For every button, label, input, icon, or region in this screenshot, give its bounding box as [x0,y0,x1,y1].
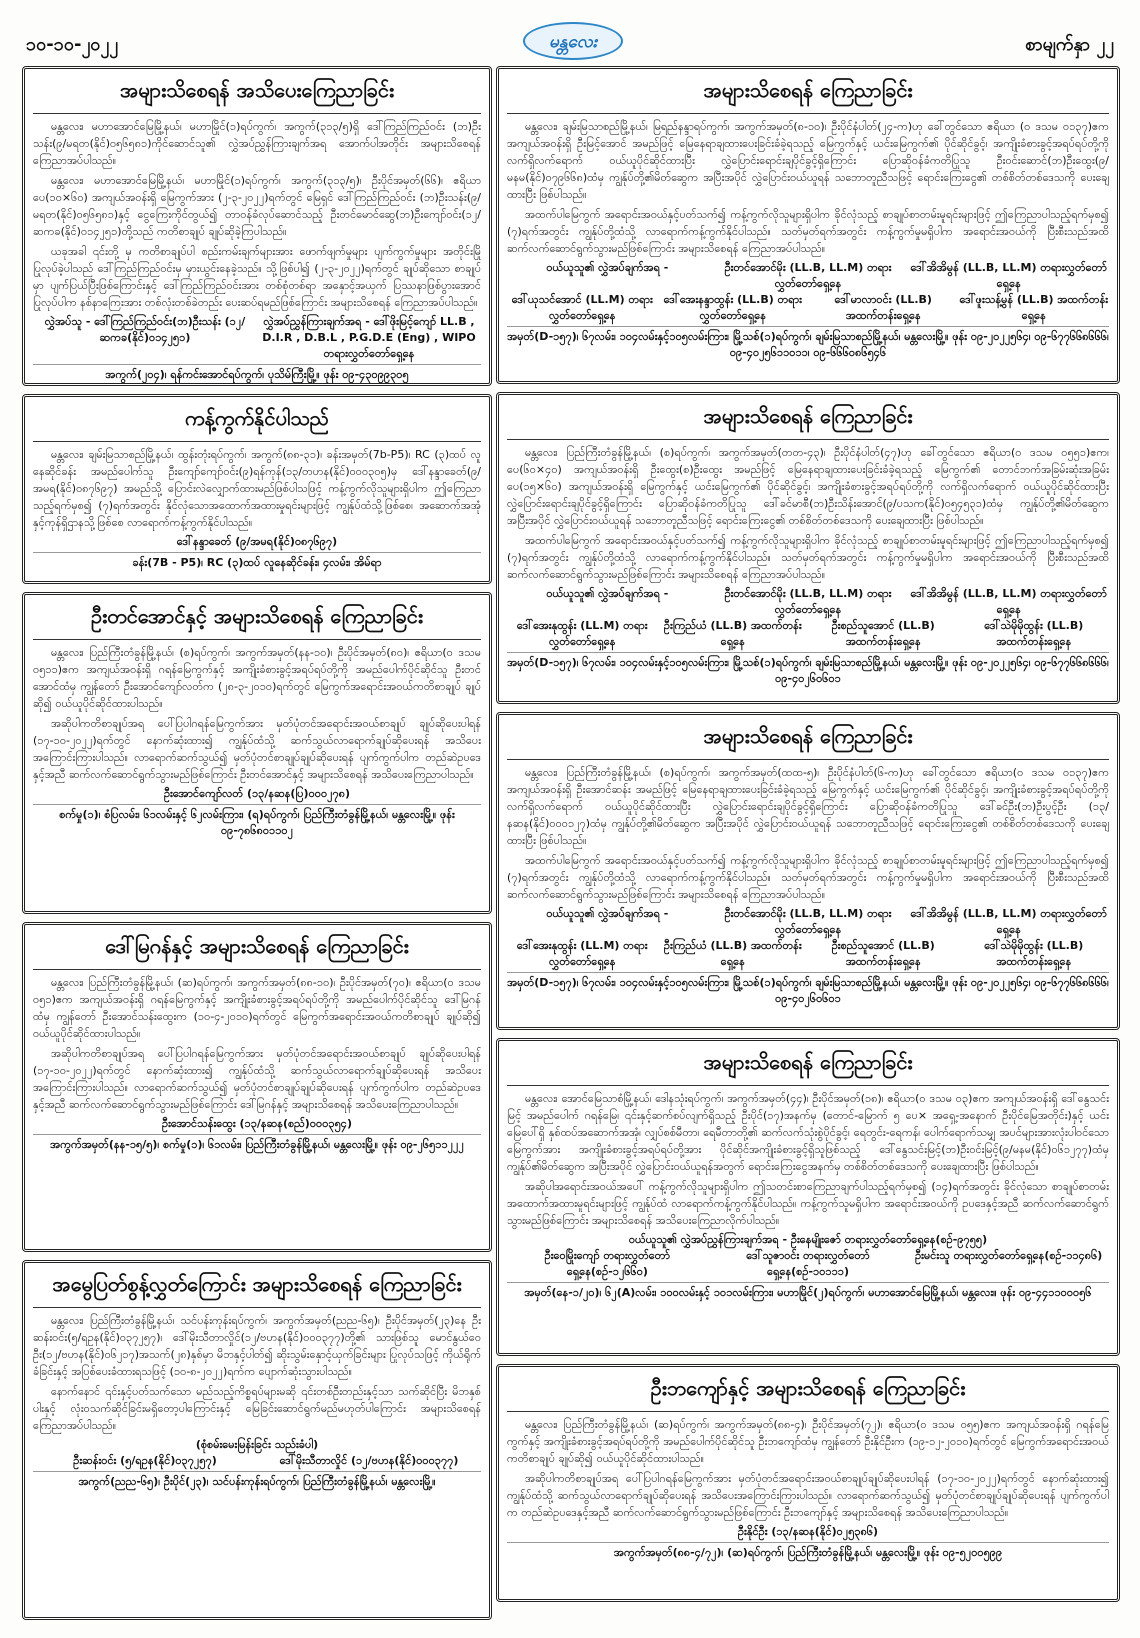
notice-paragraph: မန္တလေး၊ မဟာအောင်မြေမြို့နယ်၊ မဟာမြိုင်(၁)ရပ်ကွက်၊ အကွက်(၃၁၃/၅)၊ ဦးပိုင်အမှတ်(၆၆)၊ ဧရိယာ ပေ(၁၀×၆၀) အကျယ်အဝန်းရှိ မြေကွက်အား (၂-၃-၂၀၂၂)ရက်တွင် မြေရှင် ဒေါ်ကြည်ကြည်ဝင်း (ဘ)ဦးသန်း(၉/မရတ(နိုင်)၀၅၆၅၈၁)နှင့် ငွေကြေးကိုင်တွယ်၍ တာဝန်ခံလုပ်ဆောင်သည့် ဦးတင်မောင်ဆွေ(ဘ)ဦးကျော်ဝင်း(၁၂/ဆကခ(နိုင်)၀၁၄၂၅၁)တို့သည် ကတိစာချုပ် ချုပ်ဆိုခဲ့ကြပါသည်။ [33,174,481,238]
notice [22,592,492,914]
notice-address: အမှတ်(နေ-၁/၂၀)၊ ၆၂(A)လမ်း၊ ၁၀၀လမ်းနှင့် ၁၀၁လမ်းကြား၊ မဟာမြိုင်(၂)ရပ်ကွက်၊ မဟာအောင်မြေမြို့နယ်၊ မန္တလေး။ ဖုန်း ၀၉-၄၄၁၁၀၀၀၅၆ [507,1282,1109,1301]
notice-paragraph: အထက်ပါမြေကွက် အရောင်းအဝယ်နှင့်ပတ်သက်၍ ကန့်ကွက်လိုသူများရှိပါက ခိုင်လုံသည့် စာချုပ်စာတမ်းမူရင်းများဖြင့် ဤကြေညာပါသည့်ရက်မှစ၍ (၇)ရက်အတွင်း ကျွန်ုပ်တို့ထံသို့ လာရောက်ကန့်ကွက်နိုင်ပါသည်။ သတ်မှတ်ရက်အတွင်း ကန့်ကွက်မှုမရှိပါက အရောင်းအဝယ်ကို ပြီးစီးသည်အထိ ဆက်လက်ဆောင်ရွက်သွားမည်ဖြစ်ကြောင်း အများသိစေရန် ကြေညာအပ်ပါသည်။ [507,534,1109,581]
notice-address: အကွက်(ညည-၆၅)၊ ဦးပိုင်(၂၃)၊ သင်ပန်းကုန်းရပ်ကွက်၊ ပြည်ကြီးတံခွန်မြို့နယ်၊ မန္တလေးမြို့။ [33,1471,481,1490]
lawyer: ဦးတင်အောင်မိုး (LL.B, LL.M) တရားလွှတ်တော်ရှေ့နေ [724,261,892,290]
signature-lead: ဝယ်ယူသူ၏ လွှဲအပ်ချက်အရ - [546,261,669,274]
lawyer: ဦးတင်အောင်မိုး (LL.B, LL.M) တရားလွှတ်တော်ရှေ့နေ [724,587,892,616]
signature: ဦးနိုင်ဦး (၁၃/နဆန(နိုင်)၀၂၅၃၈၆) [737,1525,879,1538]
lawyer: ဦးစည်သူအောင် (LL.B) အထက်တန်းရှေ့နေ [831,619,935,648]
lawyer: ဦးမင်းသူ တရားလွှတ်တော်ရှေ့နေ(စဉ်-၁၁၄၈၆) [915,1249,1103,1262]
signature-row [507,586,1109,618]
signature-row [507,292,1109,324]
notice-title: အများသိစေရန် အသိပေးကြေညာခြင်း [33,73,481,114]
notice [22,1260,492,1620]
notice [496,712,1120,1030]
left-column [22,66,492,1628]
lawyer: ဒေါ်အိအိမွန် (LL.B, LL.M) တရားလွှတ်တော်ရှေ့နေ [910,587,1107,616]
notice-paragraph: မန္တလေး၊ ပြည်ကြီးတံခွန်မြို့နယ်၊ (ဆ)ရပ်ကွက်၊ အကွက်အမှတ်(၈၈-၁၀)၊ ဦးပိုင်အမှတ်(၇၀)၊ ဧရိယာ(၀ ဒသမ ၀၅၁)ဧက အကျယ်အဝန်းရှိ ဂရန်မြေကွက်နှင့် အကျိုးခံစားခွင့်အရပ်ရပ်တို့ကို အမည်ပေါက်ပိုင်ဆိုင်သူ ဒေါ်မြဂန်ထံမှ ကျွန်တော် ဦးအောင်သန်းထွေးက (၁၀-၄-၂၀၁၀)ရက်တွင် မြေကွက်အရောင်းအဝယ်ကတိစာချုပ် ချုပ်ဆို၍ ဝယ်ယူပိုင်ဆိုင်ထားပါသည်။ [33,976,481,1040]
lawyer: ဒေါ်သူဇာဝင်း တရားလွှတ်တော်ရှေ့နေ(စဉ်-၁၀၁၁၁) [746,1249,870,1278]
signature: ဦးအောင်သန်းထွေး (၁၃/နဆန(စည်)၀၀၀၃၅၄) [162,1117,352,1130]
lawyer: ဒေါ်သဲမိုမိုထွန်း (LL.B) အထက်တန်းရှေ့နေ [984,939,1084,968]
notice [496,1038,1120,1356]
notice [22,394,492,584]
signature: လွှဲအပ်ညွှန်ကြားချက်အရ - ဒေါ်ဖိုးမြင့်ကျော် LL.B , D.I.R , D.B.L , P.G.D.E (Eng) , WIPO တရားလွှတ်တော်ရှေ့နေ [262,315,476,360]
notice-title: ကန့်ကွက်နိုင်ပါသည် [33,401,481,442]
notice [496,392,1120,704]
notice-title: အများသိစေရန် ကြေညာခြင်း [507,73,1109,114]
lawyer: ဦးကြည်ယံ (LL.B) အထက်တန်းရှေ့နေ [663,939,802,968]
signature-lead: ဝယ်ယူသူ၏ လွှဲအပ်ချက်အရ - [546,907,669,920]
notice-address: စက်မှု(၁)၊ စံပြလမ်း၊ ၆၁လမ်းနှင့် ၆၂လမ်းကြား၊ (ရ)ရပ်ကွက်၊ ပြည်ကြီးတံခွန်မြို့နယ်၊ မန္တလေးမြို့။ ဖုန်း ၀၉-၇၈၆၈၀၁၁၀၂ [33,804,481,839]
lawyer: ဒေါ်အိအိမွန် (LL.B, LL.M) တရားလွှတ်တော်ရှေ့နေ [910,907,1107,936]
notice-paragraph: အဆိုပါကတိစာချုပ်အရ ပေါ်ပြပါဂရန်မြေကွက်အား မှတ်ပုံတင်အရောင်းအဝယ်စာချုပ် ချုပ်ဆိုပေးပါရန် (၁၇-၁၀-၂၀၂၂)ရက်တွင် နောက်ဆုံးထား၍ ကျွန်ုပ်ထံသို့ ဆက်သွယ်လာရောက်ချုပ်ဆိုပေးရန် အသိပေးအကြောင်းကြားပါသည်။ လာရောက်ဆက်သွယ်၍ မှတ်ပုံတင်စာချုပ်ချုပ်ဆိုပေးရန် ပျက်ကွက်ပါက တည်ဆဲဥပဒေနှင့်အညီ ဆက်လက်ဆောင်ရွက်သွားမည်ဖြစ်ကြောင်း ဦးတင်အောင်နှင့် အများသိစေရန် အသိပေးကြေညာပါသည်။ [33,717,481,781]
signature-row [507,260,1109,292]
lawyer: ဦးစည်သူအောင် (LL.B) အထက်တန်းရှေ့နေ [831,939,935,968]
notice-paragraph: အဆိုပါအရောင်းအဝယ်အပေါ် ကန့်ကွက်လိုသူများရှိပါက ဤသတင်းစာကြေညာချက်ပါသည့်ရက်မှစ၍ (၁၄)ရက်အတွင်း ခိုင်လုံသော စာချုပ်စာတမ်း အထောက်အထားမူရင်းများဖြင့် ကျွန်ုပ်ထံ လာရောက်ကန့်ကွက်နိုင်ပါသည်။ ကန့်ကွက်သူမရှိပါက အရောင်းအဝယ်ကို ဥပဒေနှင့်အညီ ဆက်လက်ဆောင်ရွက်သွားမည်ဖြစ်ကြောင်း အများသိစေရန် အသိပေးကြေညာလိုက်ပါသည်။ [507,1180,1109,1227]
notice-paragraph: အထက်ပါမြေကွက် အရောင်းအဝယ်နှင့်ပတ်သက်၍ ကန့်ကွက်လိုသူများရှိပါက ခိုင်လုံသည့် စာချုပ်စာတမ်းမူရင်းများဖြင့် ဤကြေညာပါသည့်ရက်မှစ၍ (၇)ရက်အတွင်း ကျွန်ုပ်တို့ထံသို့ လာရောက်ကန့်ကွက်နိုင်ပါသည်။ သတ်မှတ်ရက်အတွင်း ကန့်ကွက်မှုမရှိပါက အရောင်းအဝယ်ကို ပြီးစီးသည်အထိ ဆက်လက်ဆောင်ရွက်သွားမည်ဖြစ်ကြောင်း အများသိစေရန် ကြေညာအပ်ပါသည်။ [507,208,1109,255]
notice-address: အကွက်အမှတ်(နန-၁၅/၅)၊ စက်မှု(၁)၊ ၆၁လမ်း၊ ပြည်ကြီးတံခွန်မြို့နယ်၊ မန္တလေးမြို့။ ဖုန်း ၀၉-၂၆၅၁၁၂၂၂ [33,1134,481,1153]
notice-address: အကွက်အမှတ်(၈၈-၄/၇၂)၊ (ဆ)ရပ်ကွက်၊ ပြည်ကြီးတံခွန်မြို့နယ်၊ မန္တလေးမြို့။ ဖုန်း ၀၉-၅၂၀၀၅၉၉ [507,1542,1109,1561]
notice-address: အမှတ်(D-၁၅၇)၊ ၆၇လမ်း၊ ၁၀၄လမ်းနှင့်၁၀၅လမ်းကြား၊ မြို့သစ်(၁)ရပ်ကွက်၊ ချမ်းမြသာစည်မြို့နယ်၊ မန္တလေးမြို့။ ဖုန်း ၀၉-၂၀၂၂၅၆၄၊ ၀၉-၆၇၇၆၆၈၆၆၆၊ ၀၉-၄၀၂၅၆၁၁၀၁၁၊ ၀၉-၆၆၆၀၈၆၅၄၆ [507,326,1109,361]
right-column [496,66,1120,1610]
notice-paragraph: နောက်နောင် ၎င်းနှင့်ပတ်သက်သော မည်သည့်ကိစ္စရပ်များမဆို ၎င်းတစ်ဦးတည်းနှင့်သာ သက်ဆိုင်ပြီး မိဘနှစ်ပါးနှင့် လုံးဝသက်ဆိုင်ခြင်းမရှိတော့ပါကြောင်းနှင့် မြေခြင်းဆောင်ရွက်မည်မဟုတ်ပါကြောင်း အများသိစေရန် ကြေညာအပ်ပါသည်။ [33,1385,481,1432]
notice [496,66,1120,384]
signature-lead: ဝယ်ယူသူ၏ လွှဲအပ်ချက်အရ - [546,587,669,600]
notice-title: အများသိစေရန် ကြေညာခြင်း [507,399,1109,440]
lawyer: ဦးဝေမြိုးကျော် တရားလွှတ်တော်ရှေ့နေ(စဉ်-၁၂၆၆၀) [544,1249,671,1278]
signature: ဒေါ်မိုးသီတာလှိုင် (၁၂/ဗဟန(နိုင်)၀၀၀၃၇၇) [279,1454,459,1467]
notice-paragraph: ယခုအခါ ၎င်းတို့ မှ ကတိစာချုပ်ပါ စည်းကမ်းချက်များအား ဖောက်ဖျက်မှုများ ပျက်ကွက်မှုများ အတိုင်းမြိုပြုလုပ်ခဲ့ပါသည် ဒေါ်ကြည်ကြည်ဝင်းမှ မှားယွင်းနေခဲ့သည်။ သို့ဖြစ်ပါ၍ (၂-၃-၂၀၂၂)ရက်တွင် ချုပ်ဆိုသော စာချုပ်မှာ ပျက်ပြယ်ပြီးဖြစ်ကြောင်းနှင့် ဒေါ်ကြည်ကြည်ဝင်းအား တစ်စုံတစ်ရာ အနှောင့်အယှက် ပြဿနာဖြစ်ပွားအောင် ပြုလုပ်ပါက နစ်နာကြေးအား တစ်လုံးတစ်ခဲတည်း ပေးဆပ်ရမည်ဖြစ်ကြောင်း အများသိစေရန် ကြေညာအပ်ပါသည်။ [33,245,481,309]
notice-address: အမှတ်(D-၁၅၇)၊ ၆၇လမ်း၊ ၁၀၄လမ်းနှင့်၁၀၅လမ်းကြား၊ မြို့သစ်(၁)ရပ်ကွက်၊ ချမ်းမြသာစည်မြို့နယ်၊ မန္တလေးမြို့။ ဖုန်း ၀၉-၂၀၂၂၅၆၄၊ ၀၉-၆၇၇၆၆၈၆၆၆၊ ၀၉-၄၀၂၆၀၆၀၁ [507,652,1109,687]
notice [22,66,492,386]
notice-address: အကွက်(၂၀၄)၊ ရန်ကင်းအောင်ရပ်ကွက်၊ ပုသိမ်ကြီးမြို့။ ဖုန်း ၀၉-၄၃၀၉၉၃၀၅ [33,364,481,383]
notice-paragraph: မန္တလေး၊ ပြည်ကြီးတံခွန်မြို့နယ်၊ (စ)ရပ်ကွက်၊ အကွက်အမှတ်(တတ-၄၃)၊ ဦးပိုင်နံပါတ်(၄၇)ဟု ခေါ်တွင်သော ဧရိယာ(၀ ဒသမ ၀၅၅၁)ဧက၊ ပေ(၆၀×၄၀) အကျယ်အဝန်းရှိ ဦးထွေး(စ)ဦးထွေး အမည်ဖြင့် မြေနေရာချထားပေးခြင်းခံခဲ့ရသည့် မြေကွက်၏ တောင်ဘက်အခြမ်းဆုံးအခြမ်း ပေ(၁၅×၆၀) အကျယ်အဝန်းရှိ မြေကွက်နှင့် ယင်းမြေကွက်၏ ပိုင်ဆိုင်ခွင့်၊ အကျိုးခံစားခွင့်အရပ်ရပ်တို့ကို လက်ရှိလက်ရောက် ဝယ်ယူပိုင်ဆိုင်ထားပြီး လွှဲပြောင်းရောင်းချပိုင်ခွင့်ရှိကြောင်း ပြောဆိုဝန်ခံကတိပြုသူ ဒေါ်ခင်မာစီ(ဘ)ဦးသိန်းအောင်(၉/ပသက(နိုင်)၀၅၄၅၃၁)ထံမှ ကျွန်ုပ်တို့၏မိတ်ဆွေက အပြီးအပိုင် လွှဲပြောင်းဝယ်ယူရန် သဘောတူညီသဖြင့် ရောင်းကြေးငွေ၏ တစ်စိတ်တစ်ဒေသကို ပေးချေထားပြီး ဖြစ်ပါသည်။ [507,446,1109,527]
issue-date: ၁၀-၁၀-၂၀၂၂ [26,34,119,55]
lawyer: ဒေါ်အိအိမွန် (LL.B, LL.M) တရားလွှတ်တော်ရှေ့နေ [910,261,1107,290]
notice-paragraph: မန္တလေး၊ ချမ်းမြသာစည်မြို့နယ်၊ မြရည်နန္ဒာရပ်ကွက်၊ အကွက်အမှတ်(၈-၁၀)၊ ဦးပိုင်နံပါတ်(၂၄-က)ဟု ခေါ်တွင်သော ဧရိယာ (၀ ဒသမ ၀၁၃၇)ဧက အကျယ်အဝန်းရှိ ဦးမြင့်အောင် အမည်ဖြင့် မြေနေရာချထားပေးခြင်းခံခဲ့ရသည့် မြေကွက်နှင့် ယင်းမြေကွက်၏ ပိုင်ဆိုင်ခွင့်၊ အကျိုးခံစားခွင့်အရပ်ရပ်တို့ကို လက်ရှိလက်ရောက် ဝယ်ယူပိုင်ဆိုင်ထားပြီး လွှဲပြောင်းရောင်းချပိုင်ခွင့်ရှိကြောင်း ပြောဆိုဝန်ခံကတိပြုသူ ဦးဝင်းဆောင်(ဘ)ဦးထွေး(၉/မနမ(နိုင်)၀၇၉၆၆၈)ထံမှ ကျွန်ုပ်တို့၏မိတ်ဆွေက အပြီးအပိုင် လွှဲပြောင်းဝယ်ယူရန် သဘောတူညီသဖြင့် ရောင်းကြေးငွေ၏ တစ်စိတ်တစ်ဒေသကို ပေးချေထားပြီး ဖြစ်ပါသည်။ [507,120,1109,201]
notice [22,922,492,1252]
lawyer: ဒေါ်အေးနန္ဒာထွန်း (LL.B) တရားလွှတ်တော်ရှေ့နေ [663,293,802,322]
signature: ဦးဆန်းဝင်း (၅/ရဥန(နိုင်)၀၃၇၂၅၇) [73,1454,217,1467]
lawyer: ဦးတင်အောင်မိုး (LL.B, LL.M) တရားလွှတ်တော်ရှေ့နေ [724,907,892,936]
signature-row [507,906,1109,938]
notice [496,1364,1120,1602]
lawyer: ဒေါ်သဲမိုမိုထွန်း (LL.B) အထက်တန်းရှေ့နေ [984,619,1084,648]
notice-title: ဒေါ်မြဂန်နှင့် အများသိစေရန် ကြေညာခြင်း [33,929,481,970]
lawyer: ဒေါ်အေးနုထွန်း (LL.M) တရားလွှတ်တော်ရှေ့နေ [516,939,648,968]
notice-title: အများသိစေရန် ကြေညာခြင်း [507,1045,1109,1086]
page-header [18,22,1122,62]
signature-row [33,314,481,362]
notice-paragraph: မန္တလေး၊ ပြည်ကြီးတံခွန်မြို့နယ်၊ (စ)ရပ်ကွက်၊ အကွက်အမှတ်(ထထ-၅)၊ ဦးပိုင်နံပါတ်(၆-က)ဟု ခေါ်တွင်သော ဧရိယာ(၀ ဒသမ ၀၁၃၇)ဧက အကျယ်အဝန်းရှိ ဦးအောင်ဆန်း အမည်ဖြင့် မြေနေရာချထားပေးခြင်းခံခဲ့ရသည့် မြေကွက်နှင့် ယင်းမြေကွက်၏ ပိုင်ဆိုင်ခွင့်၊ အကျိုးခံစားခွင့်အရပ်ရပ်တို့ကို လက်ရှိလက်ရောက် ဝယ်ယူပိုင်ဆိုင်ထားပြီး လွှဲပြောင်းရောင်းချပိုင်ခွင့်ရှိကြောင်း ပြောဆိုဝန်ခံကတိပြုသူ ဒေါ်ခင်ဦး(ဘ)ဦးပွင့်ဦး (၁၃/နဆန(နိုင်)၀၀၀၁၂၇)ထံမှ ကျွန်ုပ်တို့၏မိတ်ဆွေက အပြီးအပိုင် လွှဲပြောင်းဝယ်ယူရန် သဘောတူညီသဖြင့် ရောင်းကြေးငွေ၏ တစ်စိတ်တစ်ဒေသကို ပေးချေထားပြီး ဖြစ်ပါသည်။ [507,766,1109,847]
lawyer: ဒေါ်မာလာဝင်း (LL.B) အထက်တန်းရှေ့နေ [834,293,932,322]
notice-paragraph: အဆိုပါကတိစာချုပ်အရ ပေါ်ပြပါဂရန်မြေကွက်အား မှတ်ပုံတင်အရောင်းအဝယ်စာချုပ် ချုပ်ဆိုပေးပါရန် (၁၇-၁၀-၂၀၂၂)ရက်တွင် နောက်ဆုံးထား၍ ကျွန်ုပ်ထံသို့ ဆက်သွယ်လာရောက်ချုပ်ဆိုပေးရန် အသိပေးအကြောင်းကြားပါသည်။ လာရောက်ဆက်သွယ်၍ မှတ်ပုံတင်စာချုပ်ချုပ်ဆိုပေးရန် ပျက်ကွက်ပါက တည်ဆဲဥပဒေနှင့်အညီ ဆက်လက်ဆောင်ရွက်သွားမည်ဖြစ်ကြောင်း ဒေါ်မြဂန်နှင့် အများသိစေရန် အသိပေးကြေညာပါသည်။ [33,1047,481,1111]
notice-paragraph: မန္တလေး၊ ပြည်ကြီးတံခွန်မြို့နယ်၊ သင်ပန်းကုန်းရပ်ကွက်၊ အကွက်အမှတ်(ညည-၆၅)၊ ဦးပိုင်အမှတ်(၂၃)နေ ဦးဆန်းဝင်း(၅/ရဥန(နိုင်)၀၃၇၂၅၇)၊ ဒေါ်မိုးသီတာလှိုင်(၁၂/ဗဟန(နိုင်)၀၀၀၃၇၇)တို့၏ သားဖြစ်သူ မောင်နွယ်ဝေဦး(၁၂/ဗဟန(နိုင်)၀၆၂၁၇)အသက်(၂၈)နှစ်မှာ မိဘနှင့်ပါတ်၍ ဆိုးသွမ်းနှောင့်ယှက်ခြင်းများ ပြုလုပ်သဖြင့် ကိုယ်ရိုက်ခံခြင်းနှင့် အပြစ်ပေးခံထားရသဖြင့် (၁၀-၈-၂၀၂၂)ရက်က ပျောက်ဆုံးသွားပါသည်။ [33,1314,481,1378]
signature-row [507,938,1109,970]
notice-title: ဦးဘကျော်နှင့် အများသိစေရန် ကြေညာခြင်း [507,1371,1109,1412]
notice-title: အများသိစေရန် ကြေညာခြင်း [507,719,1109,760]
notice-paragraph: အဆိုပါကတိစာချုပ်အရ ပေါ်ပြပါဂရန်မြေကွက်အား မှတ်ပုံတင်အရောင်းအဝယ်စာချုပ်ချုပ်ဆိုပေးပါရန် (၁၇-၁၀-၂၀၂၂)ရက်တွင် နောက်ဆုံးထား၍ ကျွန်ုပ်ထံသို့ ဆက်သွယ်လာရောက်ချုပ်ဆိုပေးရန် အသိပေးအကြောင်းကြားပါသည်။ လာရောက်ဆက်သွယ်၍ မှတ်ပုံတင်စာချုပ်ချုပ်ဆိုပေးရန် ပျက်ကွက်ပါက တည်ဆဲဥပဒေနှင့်အညီ ဆက်လက်ဆောင်ရွက်သွားမည်ဖြစ်ကြောင်း ဦးဘကျော်နှင့် အများသိစေရန် အသိပေးကြေညာပါသည်။ [507,1472,1109,1519]
signature-caption: (စုံစမ်းမေးမြန်းခြင်း သည်းခံပါ) [195,1438,319,1451]
notice-title: ဦးတင်အောင်နှင့် အများသိစေရန် ကြေညာခြင်း [33,599,481,640]
lawyer: ဒေါ်ဖူးသန့်မွန် (LL.B) အထက်တန်းရှေ့နေ [959,293,1109,322]
signature: လွှဲအပ်သူ - ဒေါ်ကြည်ကြည်ဝင်း(ဘ)ဦးသန်း (၁၂/ဆကခ(နိုင်)၀၁၄၂၅၁) [44,315,246,344]
page-number: စာမျက်နှာ ၂၂ [1025,34,1114,55]
lawyer: ဒေါ်အေးနုထွန်း (LL.M) တရားလွှတ်တော်ရှေ့နေ [516,619,648,648]
notice-paragraph: အထက်ပါမြေကွက် အရောင်းအဝယ်နှင့်ပတ်သက်၍ ကန့်ကွက်လိုသူများရှိပါက ခိုင်လုံသည့် စာချုပ်စာတမ်းမူရင်းများဖြင့် ဤကြေညာပါသည့်ရက်မှစ၍ (၇)ရက်အတွင်း ကျွန်ုပ်တို့ထံသို့ လာရောက်ကန့်ကွက်နိုင်ပါသည်။ သတ်မှတ်ရက်အတွင်း ကန့်ကွက်မှုမရှိပါက အရောင်းအဝယ်ကို ပြီးစီးသည်အထိ ဆက်လက်ဆောင်ရွက်သွားမည်ဖြစ်ကြောင်း အများသိစေရန် ကြေညာအပ်ပါသည်။ [507,854,1109,901]
lawyer: ဦးကြည်ယံ (LL.B) အထက်တန်းရှေ့နေ [663,619,802,648]
signature-row [33,1453,481,1469]
notice-paragraph: မန္တလေး၊ ပြည်ကြီးတံခွန်မြို့နယ်၊ (ဆ)ရပ်ကွက်၊ အကွက်အမှတ်(၈၈-၄)၊ ဦးပိုင်အမှတ်(၇၂)၊ ဧရိယာ(၀ ဒသမ ၀၅၅)ဧက အကျယ်အဝန်းရှိ ဂရန်မြေကွက်နှင့် အကျိုးခံစားခွင့်အရပ်ရပ်တို့ကို အမည်ပေါက်ပိုင်ဆိုင်သူ ဦးဘကျော်ထံမှ ကျွန်တော် ဦးနိုင်ဦးက (၁၉-၁၂-၂၀၁၀)ရက်တွင် မြေကွက်အရောင်းအဝယ်ကတိစာချုပ် ချုပ်ဆို၍ ဝယ်ယူပိုင်ဆိုင်ထားပါသည်။ [507,1418,1109,1465]
notice-address: ခန်း(7B - P5)၊ RC (၃)ထပ် လူနေဆိုင်ခန်း၊ ၄လမ်း၊ အိမ်ရာ [33,552,481,571]
notice-title: အမွေပြတ်စွန့်လွှတ်ကြောင်း အများသိစေရန် ကြေညာခြင်း [33,1267,481,1308]
lawyer: ဒေါ်ယုသင်အောင် (LL.M) တရားလွှတ်တော်ရှေ့နေ [511,293,653,322]
notice-address: အမှတ်(D-၁၅၇)၊ ၆၇လမ်း၊ ၁၀၄လမ်းနှင့်၁၀၅လမ်းကြား၊ မြို့သစ်(၁)ရပ်ကွက်၊ ချမ်းမြသာစည်မြို့နယ်၊ မန္တလေးမြို့။ ဖုန်း ၀၉-၂၀၂၂၅၆၄၊ ၀၉-၆၇၇၆၆၈၆၆၆၊ ၀၉-၄၀၂၆၀၆၀၁ [507,972,1109,1007]
signature-row [507,1248,1109,1280]
notice-paragraph: မန္တလေး၊ ပြည်ကြီးတံခွန်မြို့နယ်၊ (စ)ရပ်ကွက်၊ အကွက်အမှတ်(နန-၁၀)၊ ဦးပိုင်အမှတ်(၈၀)၊ ဧရိယာ(၀ ဒသမ ၀၅၁၁)ဧက အကျယ်အဝန်းရှိ ဂရန်မြေကွက်နှင့် အကျိုးခံစားခွင့်အရပ်ရပ်တို့ကို အမည်ပေါက်ပိုင်ဆိုင်သူ ဦးတင်အောင်ထံမှ ကျွန်တော် ဦးအောင်ကျော်လတ်က (၂၈-၃-၂၀၁၀)ရက်တွင် မြေကွက်အရောင်းအဝယ်ကတိစာချုပ် ချုပ်ဆို၍ ဝယ်ယူပိုင်ဆိုင်ထားပါသည်။ [33,646,481,710]
notice-paragraph: မန္တလေး၊ ချမ်းမြသာစည်မြို့နယ်၊ ထွန်းတုံးရပ်ကွက်၊ အကွက်(၈၈-၃၁)၊ ခန်းအမှတ်(7b-P5)၊ RC (၃)ထပ် လူနေဆိုင်ခန်း အမည်ပေါက်သူ ဦးကျော်ကျော်ဝင်း(၉)ရန်ကုန်(၁၃/တဟန(နိုင်)၀၀၀၃၀၅)မှ ဒေါ်နန္ဒာခေတ်(၉/အမရ(နိုင်)၀၈၇၆၉၇) အမည်သို့ ပြောင်းလဲလျှောက်ထားမည်ဖြစ်ပါသဖြင့် ကန့်ကွက်လိုသူများရှိပါက ဤကြေညာသည့်ရက်မှစ၍ (၇)ရက်အတွင်း နိုင်လုံသောအထောက်အထားမှုရင်းများဖြင့် ကျွန်ုပ်ထံသို့ဖြစ်စေ၊ အဆောက်အအုံနှင့်ကုန်ရှိဌာနသို့ဖြစ်စေ လာရောက်ကန့်ကွက်နိုင်ပါသည်။ [33,448,481,529]
notice-paragraph: မန္တလေး၊ အောင်မြေသာစံမြို့နယ်၊ ဒေါနသုံးရပ်ကွက်၊ အကွက်အမှတ်(၄၄)၊ ဦးပိုင်အမှတ်(၁၈)၊ ဧရိယာ(၀ ဒသမ ၀၃)ဧက အကျယ်အဝန်းရှိ ဒေါ်နွေသင်းမြင့် အမည်ပေါက် ဂရန်မြေ၊ ၎င်းနှင့်ဆက်စပ်လျက်ရှိသည့် ဦးပိုင်(၁၇)အနက်မှ (တောင်-မြောက် ၅ ပေ× အရှေ့-အနောက် ဦးပိုင်မြေအတိုင်း)နှင့် ယင်းမြေပေါ်ရှိ နှစ်ထပ်အဆောက်အအုံ၊ လျှပ်စစ်မီတာ၊ ရေမီတာတို့၏ ဆက်လက်သုံးစွဲပိုင်ခွင့်၊ ရေတွင်း-ရေကန်၊ ပေါက်ရောက်သမျှ အပင်များအားလုံးပါဝင်သော မြေကွက်အား အကျိုးခံစားခွင့်အရပ်ရပ်တို့အား ပိုင်ဆိုင်အကျိုးခံစားခွင့်ရှိသူဖြစ်သည့် ဒေါ်နွေသင်းမြင့်(ဘ)ဦးဝင်းမြင့်(၉/မနမ(နိုင်)၀၆၁၂၇၇)ထံမှ ကျွန်ုပ်၏မိတ်ဆွေက အပြီးအပိုင် လွှဲပြောင်းဝယ်ယူရန်အတွက် ရောင်းကြေးငွေအနက်မှ တစ်စိတ်တစ်ဒေသကို ပေးချေထားပြီး ဖြစ်ပါသည်။ [507,1092,1109,1173]
signature: ဒေါ်နန္ဒာခေတ် (၉/အမရ(နိုင်)၀၈၇၆၉၇) [176,535,338,548]
signature-lead: ဝယ်ယူသူ၏ လွှဲအပ်ညွှန်ကြားချက်အရ - ဦးနေမျိုးဇော် တရားလွှတ်တော်ရှေ့နေ(စဉ်-၉၇၅၅) [628,1233,988,1246]
notice-paragraph: မန္တလေး၊ မဟာအောင်မြေမြို့နယ်၊ မဟာမြိုင်(၁)ရပ်ကွက်၊ အကွက်(၃၁၃/၅)ရှိ ဒေါ်ကြည်ကြည်ဝင်း (ဘ)ဦးသန်း(၉/မရတ(နိုင်)၀၅၆၅၈၁)ကိုင်ဆောင်သူ၏ လွှဲအပ်ညွှန်ကြားချက်အရ အောက်ပါအတိုင်း အများသိစေရန် ကြေညာအပ်ပါသည်။ [33,120,481,167]
signature-row [507,618,1109,650]
newspaper-logo: မန္တလေး [523,22,623,60]
signature: ဦးအောင်ကျော်လတ် (၁၃/နဆန(ပြ)၀၀၀၂၇၈) [163,787,351,800]
